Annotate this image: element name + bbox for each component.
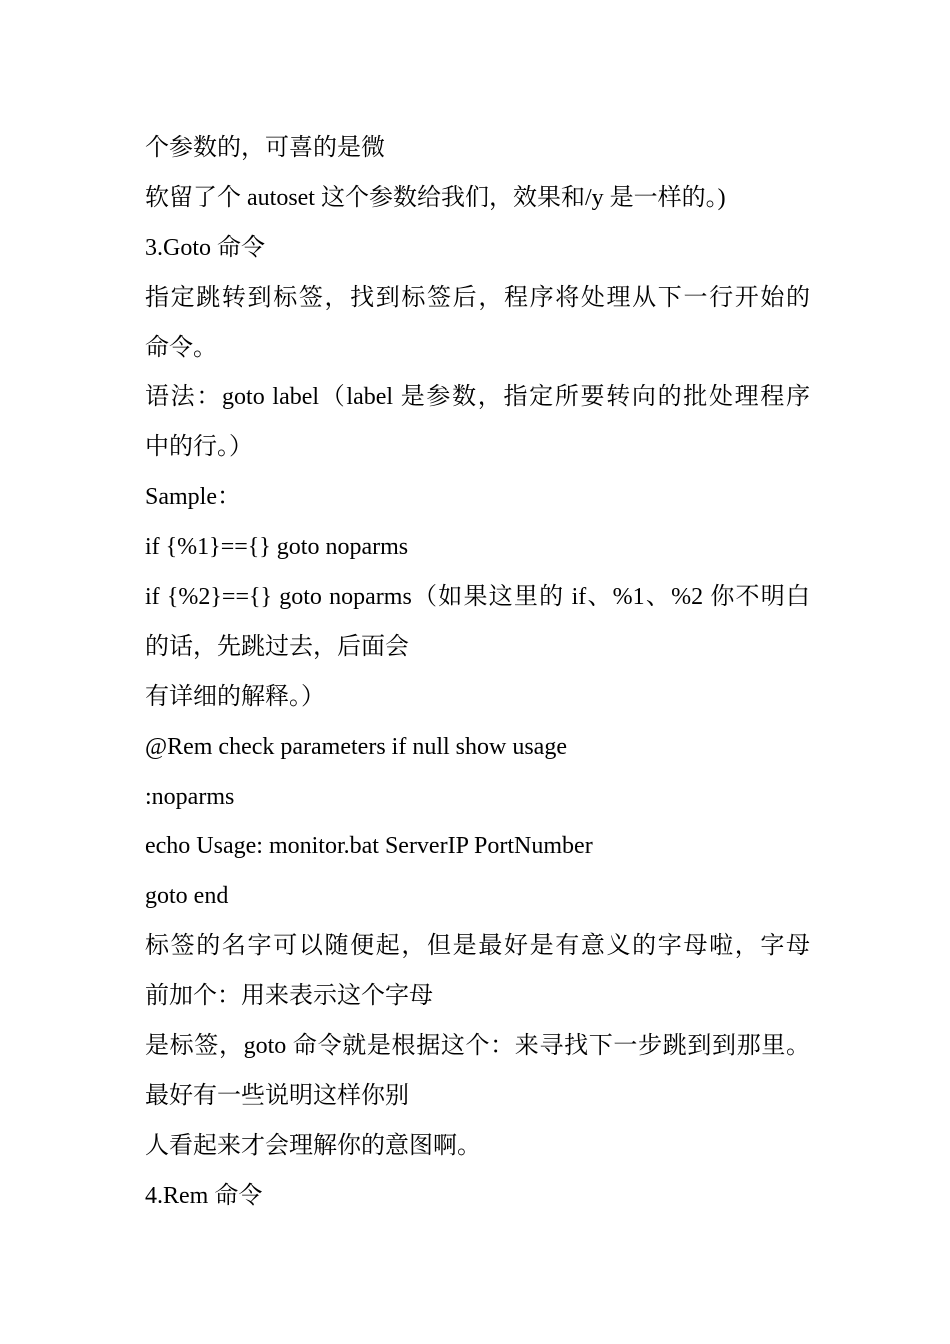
document-body (145, 124, 810, 1222)
text-line: :noparms (145, 783, 235, 810)
text-line: 指定跳转到标签，找到标签后，程序将处理从下一行开始的 (145, 284, 810, 311)
text-line: 中的行。） (145, 434, 253, 461)
text-line: Sample： (145, 484, 241, 511)
text-line: 个参数的，可喜的是微 (145, 135, 385, 161)
text-line: 标签的名字可以随便起，但是最好是有意义的字母啦，字母 (145, 933, 810, 960)
text-line: @Rem check parameters if null show usage (145, 733, 567, 760)
text-line: 前加个：用来表示这个字母 (145, 983, 433, 1010)
text-line: 4.Rem 命令 (145, 1182, 263, 1209)
text-line: goto end (145, 883, 229, 910)
text-line: 软留了个 autoset 这个参数给我们，效果和/y 是一样的。) (145, 184, 726, 211)
text-line: if {%2}=={} goto noparms（如果这里的 if、%1、%2 你不明白 (145, 584, 810, 611)
text-line: 语法：goto label（label 是参数，指定所要转向的批处理程序 (145, 384, 810, 411)
text-line: 3.Goto 命令 (145, 234, 265, 261)
text-line: 的话，先跳过去，后面会 (145, 633, 409, 660)
text-line: 有详细的解释。） (145, 683, 325, 710)
text-line: 是标签，goto 命令就是根据这个：来寻找下一步跳到到那里。 (145, 1033, 810, 1060)
text-line: 人看起来才会理解你的意图啊。 (145, 1132, 481, 1159)
text-line: if {%1}=={} goto noparms (145, 534, 409, 561)
text-line: 最好有一些说明这样你别 (145, 1082, 409, 1109)
text-line: echo Usage: monitor.bat ServerIP PortNumber (145, 833, 593, 860)
text-line: 命令。 (145, 334, 217, 361)
